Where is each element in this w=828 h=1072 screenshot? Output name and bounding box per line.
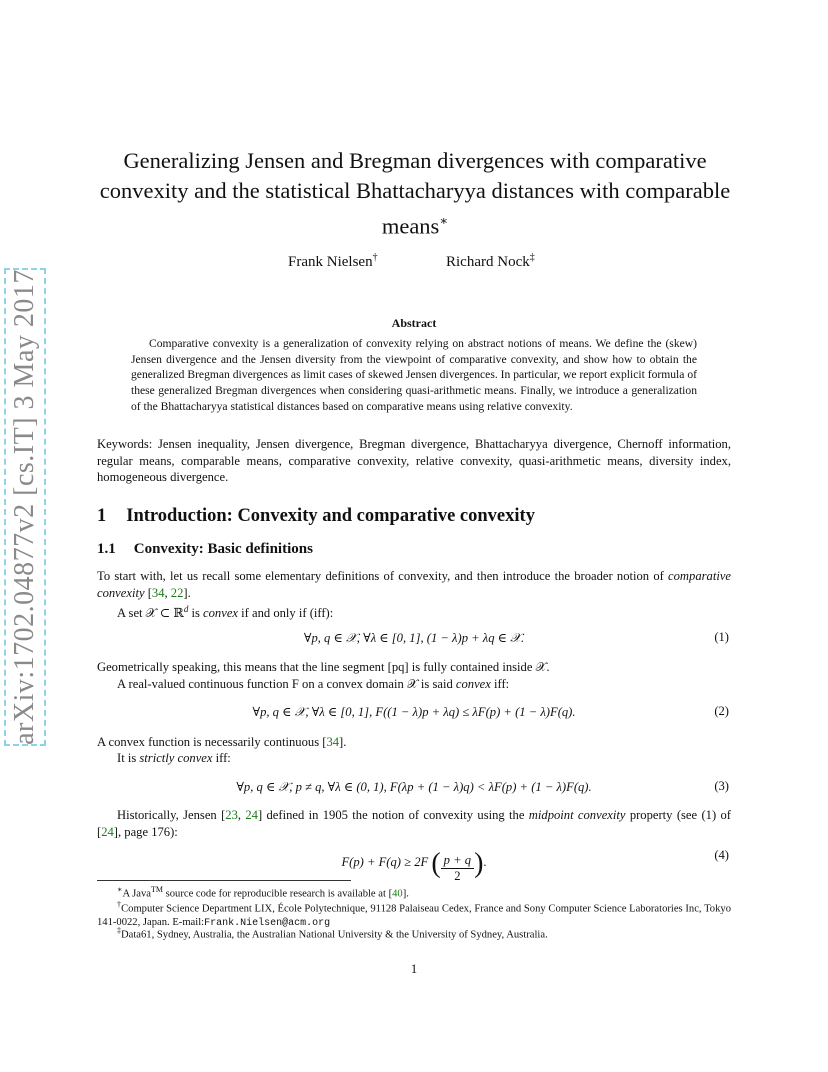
footnote-3: ‡Data61, Sydney, Australia, the Australian National University & the University of Sydney, Australia. — [117, 926, 548, 941]
citation[interactable]: 40 — [392, 888, 403, 900]
paragraph-convex-set: A set 𝒳 ⊂ ℝ$^d$ is convex if and only if (iff): — [117, 604, 334, 621]
author-email[interactable]: Frank.Nielsen@acm.org — [204, 917, 331, 929]
citation[interactable]: 22 — [170, 585, 184, 600]
paper-title: Generalizing Jensen and Bregman divergences with comparative convexity and the statistical Bhattacharyya distances with comparable means∗ — [99, 148, 731, 239]
equation-number: (3) — [714, 779, 729, 793]
equation-4: F(p) + F(q) ≥ 2F ( $\frac{p + q}{2}$ ). (4) — [341, 848, 729, 883]
citation[interactable]: 34 — [151, 585, 165, 600]
author-1: Frank Nielsen† — [288, 252, 378, 270]
author-2: Richard Nock‡ — [446, 252, 535, 270]
paragraph-jensen: Historically, Jensen [23, 24] defined in 1905 the notion of convexity using the midpoint convexity property (see (1) of [24], page 176): — [97, 808, 731, 839]
abstract-text: Comparative convexity is a generalization of convexity relying on abstract notions of means. We define the (skew) Jensen divergence and the Jensen diversity from the viewpoint of comparative convexity, and show how to obtain the generalized Bregman divergences as limit cases of skewed Jensen divergences. In particular, we report explicit formula of these generalized Bregman divergences when considering quasi-arithmetic means. Finally, we introduce a generalization of the Bhattacharyya statistical distances based on comparative means using relative convexity. — [131, 337, 697, 413]
subsection-heading: 1.1 Convexity: Basic definitions — [97, 541, 313, 557]
equation-number: (2) — [714, 704, 729, 718]
keywords: Keywords: Jensen inequality, Jensen divergence, Bregman divergence, Bhattacharyya divergence, Chernoff information, regular means, comparable means, comparative convexity, relative convexity, quasi-arithmetic means, diversity index, homogeneous divergence. — [97, 437, 731, 485]
paragraph-convex-function: A real-valued continuous function F on a convex domain 𝒳 is said convex iff: — [117, 677, 510, 691]
citation[interactable]: 34 — [326, 735, 340, 749]
equation-number: (4) — [714, 848, 729, 862]
equation-number: (1) — [714, 630, 729, 644]
footnote-2: †Computer Science Department LIX, École Polytechnique, 91128 Palaiseau Cedex, France and Sony Computer Science Laboratories Inc, Tokyo 141-0022, Japan. E-mail:Frank.Nielsen@acm.org — [97, 900, 731, 929]
section-heading: 1 Introduction: Convexity and comparative convexity — [97, 506, 535, 526]
paragraph-strict: It is strictly convex iff: — [117, 751, 231, 765]
paragraph-geometric: Geometrically speaking, this means that the line segment [pq] is fully contained inside 𝒳. — [97, 660, 550, 674]
footnote-1: ∗A Java™ source code for reproducible research is available at [40]. — [117, 885, 409, 900]
paragraph-continuity: A convex function is necessarily continuous [34]. — [97, 735, 347, 749]
abstract-heading: Abstract — [391, 316, 437, 330]
arxiv-stamp — [4, 268, 46, 746]
page-number: 1 — [410, 962, 418, 976]
citation[interactable]: 24 — [101, 824, 114, 839]
citation[interactable]: 24 — [245, 808, 258, 822]
citation[interactable]: 23 — [225, 808, 238, 822]
paragraph-intro: To start with, let us recall some elementary definitions of convexity, and then introduce the broader notion of comparative convexity [34, 22]. — [97, 569, 731, 600]
arxiv-stamp-text: arXiv:1702.04877v2 [cs.IT] 3 May 2017 — [9, 269, 40, 745]
footnote-rule — [97, 880, 351, 881]
